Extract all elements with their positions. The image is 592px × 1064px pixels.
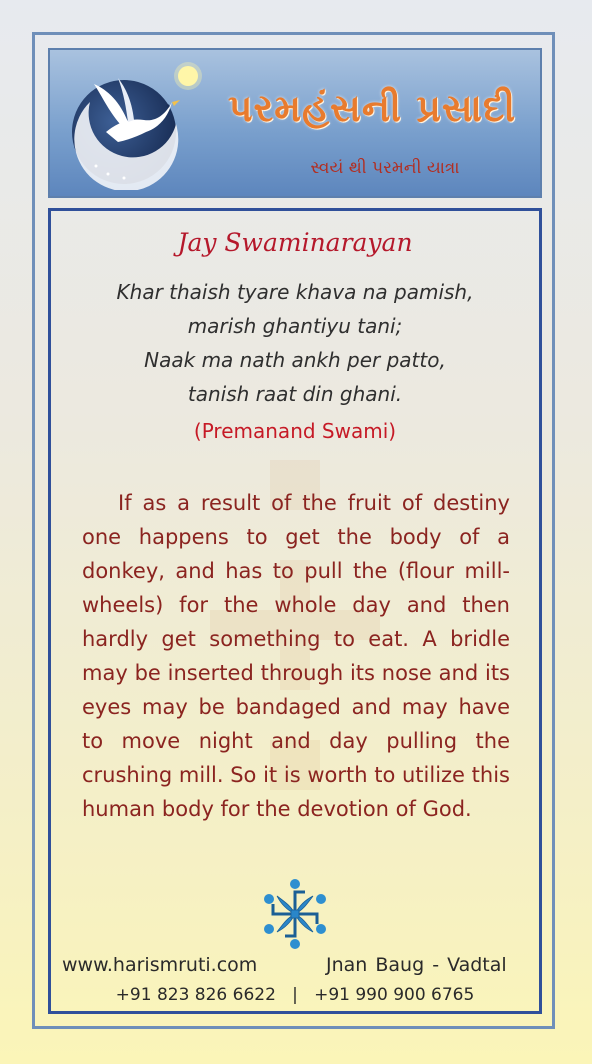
place-name: Jnan Baug - Vadtal (326, 954, 507, 976)
verse-line: Khar thaish tyare khava na pamish, (116, 280, 474, 304)
verse-line: tanish raat din ghani. (187, 382, 403, 406)
meaning-paragraph: If as a result of the fruit of destiny one happens to get the body of a donkey, and has to pull the (flour mill-wheels) for the whole day and then hardly get something to eat. A bridle may be inserted through its nose and its eyes may be bandaged and may have to move night and day pulling the crushing mill. So it is worth to utilize this human body for the devotion of God. (82, 491, 510, 821)
verse-line: marish ghantiyu tani; (187, 314, 403, 338)
dove-moon-logo-icon (68, 62, 202, 190)
website-link[interactable]: www.harismruti.com (62, 954, 258, 976)
phone-numbers: +91 823 826 6622 | +91 990 900 6765 (115, 985, 475, 1005)
header-banner (48, 48, 542, 198)
swastik-emblem-icon (262, 876, 328, 952)
verse-author: (Premanand Swami) (193, 419, 397, 443)
verse-line: Naak ma nath ankh per patto, (144, 348, 446, 372)
greeting: Jay Swaminarayan (177, 228, 413, 257)
verse (48, 275, 542, 411)
header-title: પરમહંસની પ્રસાદી (227, 86, 517, 130)
header-subtitle: સ્વયં થી પરમની યાત્રા (310, 158, 460, 178)
